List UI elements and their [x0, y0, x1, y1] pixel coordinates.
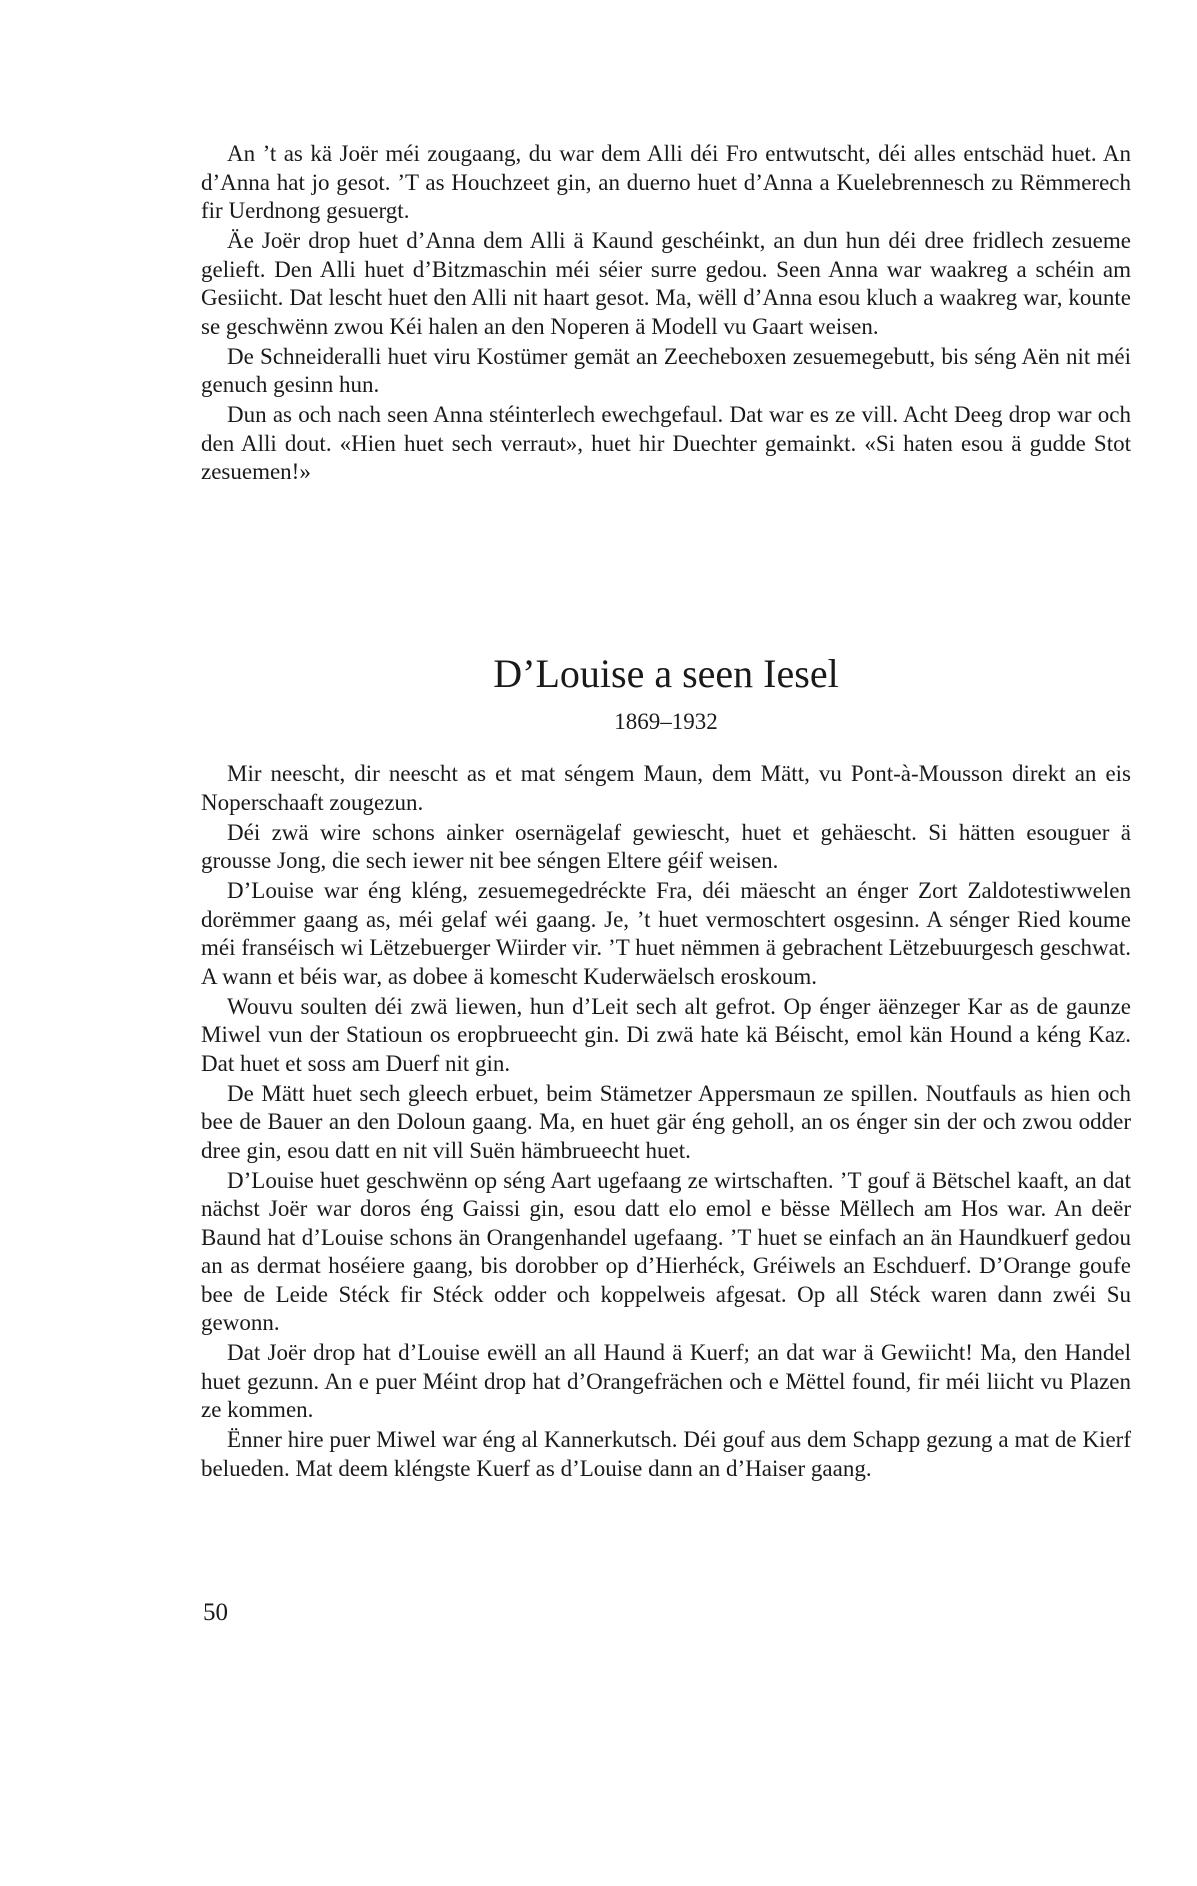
paragraph: De Schneideralli huet viru Kostümer gemät an Zeecheboxen zesuemegebutt, bis séng Aën nit méi genuch gesinn hun.: [201, 343, 1131, 397]
paragraph: Dat Joër drop hat d’Louise ewëll an all Haund ä Kuerf; an dat war ä Gewiicht! Ma, den Handel huet gezunn. An e puer Méint drop hat d’Orangefrächen och e Mëttel found, fir méi liicht vu Plazen ze kommen.: [201, 1340, 1131, 1422]
paragraph: D’Louise huet geschwënn op séng Aart ugefaang ze wirtschaften. ’T gouf ä Bëtschel kaaft, an dat nächst Joër war doros éng Gaissi gin, esou datt elo emol e bësse Mëllech am Hos war. An deër Baund hat d’Louise schons än Orangenhandel ugefaang. ’T huet se einfach an än Haundkuerf gedou an as dermat hoséiere gaang, bis dorobber op d’Hierhéck, Gréiwels an Eschduerf. D’Orange goufe bee de Leide Stéck fir Stéck odder och koppelweis afgesat. Op all Stéck waren dann zwéi Su gewonn.: [201, 1167, 1131, 1335]
chapter-body: [201, 760, 1131, 1485]
paragraph: Dun as och nach seen Anna stéinterlech ewechgefaul. Dat war es ze vill. Acht Deeg drop war och den Alli dout. «Hien huet sech verraut», huet hir Duechter gemainkt. «Si haten esou ä gudde Stot zesuemen!»: [201, 402, 1131, 484]
chapter-title: D’Louise a seen Iesel: [493, 651, 839, 696]
paragraph: Mir neescht, dir neescht as et mat séngem Maun, dem Mätt, vu Pont-à-Mousson direkt an eis Noperschaaft zougezun.: [201, 761, 1131, 815]
previous-story-ending: [201, 140, 1131, 488]
chapter-years: 1869–1932: [614, 709, 718, 734]
paragraph: An ’t as kä Joër méi zougaang, du war dem Alli déi Fro entwutscht, déi alles entschäd huet. An d’Anna hat jo gesot. ’T as Houchzeet gin, an duerno huet d’Anna a Kuelebrennesch zu Rëmmerech fir Uerdnong gesuergt.: [201, 141, 1131, 223]
page-number: 50: [203, 1599, 228, 1626]
paragraph: De Mätt huet sech gleech erbuet, beim Stämetzer Appersmaun ze spillen. Noutfauls as hien och bee de Bauer an den Doloun gaang. Ma, en huet gär éng geholl, an os énger sin der och zwou odder dree gin, esou datt en nit vill Suën hämbrueecht huet.: [201, 1080, 1131, 1163]
paragraph: Ënner hire puer Miwel war éng al Kannerkutsch. Déi gouf aus dem Schapp gezung a mat de Kierf belueden. Mat deem kléngste Kuerf as d’Louise dann an d’Haiser gaang.: [201, 1427, 1131, 1481]
paragraph: D’Louise war éng kléng, zesuemegedréckte Fra, déi mäescht an énger Zort Zaldotestiwwelen dorëmmer gaang as, méi gelaf wéi gaang. Je, ’t huet vermoschtert osgesinn. A sénger Ried koume méi franséisch wi Lëtzebuerger Wiirder vir. ’T huet nëmmen ä gebrachent Lëtzebuurgesch geschwat. A wann et béis war, as dobee ä komescht Kuderwäelsch eroskoum.: [201, 878, 1131, 989]
paragraph: Déi zwä wire schons ainker osernägelaf gewiescht, huet et gehäescht. Si hätten esouguer ä grousse Jong, die sech iewer nit bee séngen Eltere géif weisen.: [201, 819, 1131, 873]
paragraph: Wouvu soulten déi zwä liewen, hun d’Leit sech alt gefrot. Op énger äënzeger Kar as de gaunze Miwel vun der Statioun os eropbrueecht gin. Di zwä hate kä Béischt, emol kän Hound a kéng Kaz. Dat huet et soss am Duerf nit gin.: [201, 993, 1131, 1076]
paragraph: Äe Joër drop huet d’Anna dem Alli ä Kaund geschéinkt, an dun hun déi dree fridlech zesueme gelieft. Den Alli huet d’Bitzmaschin méi séier surre gedou. Seen Anna war waakreg a schéin am Gesiicht. Dat lescht huet den Alli nit haart gesot. Ma, wëll d’Anna esou kluch a waakreg war, kounte se geschwënn zwou Kéi halen an den Noperen ä Modell vu Gaart weisen.: [201, 228, 1131, 339]
